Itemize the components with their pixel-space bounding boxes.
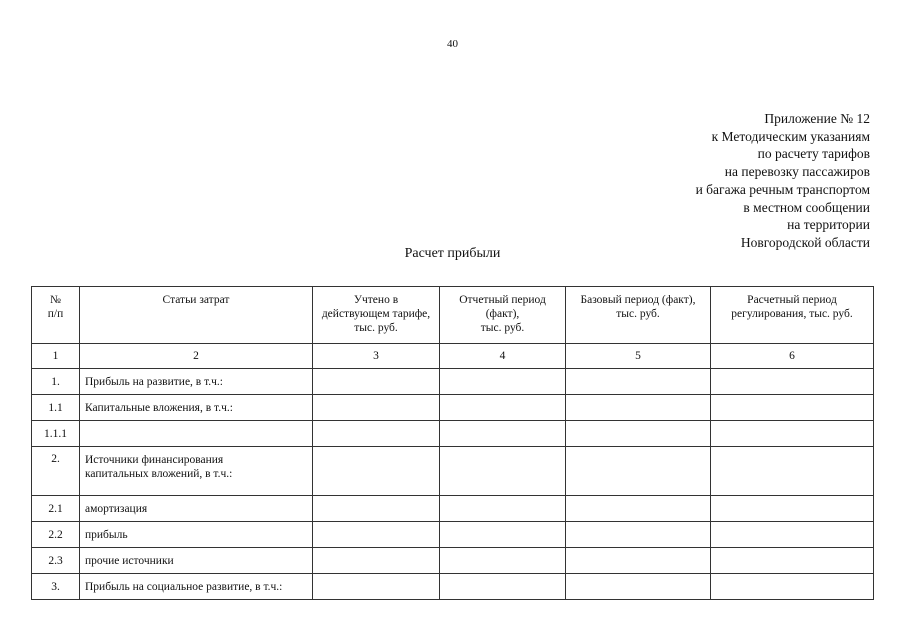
value-cell bbox=[566, 395, 711, 421]
table-header-row bbox=[32, 287, 874, 344]
value-cell bbox=[313, 421, 440, 447]
table-row bbox=[32, 548, 874, 574]
column-number: 3 bbox=[313, 344, 440, 369]
table-row bbox=[32, 395, 874, 421]
value-cell bbox=[313, 369, 440, 395]
row-item: Прибыль на социальное развитие, в т.ч.: bbox=[80, 574, 313, 600]
table-row bbox=[32, 447, 874, 496]
value-cell bbox=[440, 421, 566, 447]
row-number: 3. bbox=[32, 574, 80, 600]
appendix-line: на территории bbox=[787, 217, 870, 233]
row-item: прочие источники bbox=[80, 548, 313, 574]
value-cell bbox=[711, 496, 874, 522]
header-regulation-period: Расчетный период регулирования, тыс. руб. bbox=[711, 287, 874, 344]
value-cell bbox=[440, 369, 566, 395]
value-cell bbox=[313, 574, 440, 600]
value-cell bbox=[711, 447, 874, 496]
appendix-line: Приложение № 12 bbox=[764, 111, 870, 126]
header-number: № п/п bbox=[32, 287, 80, 344]
row-item: прибыль bbox=[80, 522, 313, 548]
value-cell bbox=[440, 574, 566, 600]
column-number: 4 bbox=[440, 344, 566, 369]
header-base-period: Базовый период (факт), тыс. руб. bbox=[566, 287, 711, 344]
value-cell bbox=[313, 548, 440, 574]
value-cell bbox=[711, 395, 874, 421]
appendix-header bbox=[696, 110, 870, 252]
row-item bbox=[80, 421, 313, 447]
header-reporting-period: Отчетный период (факт), тыс. руб. bbox=[440, 287, 566, 344]
table-row bbox=[32, 421, 874, 447]
value-cell bbox=[711, 421, 874, 447]
value-cell bbox=[440, 395, 566, 421]
value-cell bbox=[711, 574, 874, 600]
header-current-tariff: Учтено в действующем тарифе, тыс. руб. bbox=[313, 287, 440, 344]
value-cell bbox=[313, 447, 440, 496]
row-number: 2.3 bbox=[32, 548, 80, 574]
appendix-line: Новгородской области bbox=[740, 234, 870, 250]
value-cell bbox=[711, 548, 874, 574]
row-number: 2.1 bbox=[32, 496, 80, 522]
column-number-row bbox=[32, 344, 874, 369]
row-item: Капитальные вложения, в т.ч.: bbox=[80, 395, 313, 421]
header-cost-items: Статьи затрат bbox=[80, 287, 313, 344]
page-number: 40 bbox=[447, 38, 458, 50]
row-item: Источники финансирования капитальных вложений, в т.ч.: bbox=[80, 447, 313, 496]
appendix-line: в местном сообщении bbox=[743, 199, 870, 215]
table-row bbox=[32, 522, 874, 548]
row-number: 2.2 bbox=[32, 522, 80, 548]
appendix-line: по расчету тарифов bbox=[757, 146, 870, 162]
column-number: 6 bbox=[711, 344, 874, 369]
value-cell bbox=[313, 395, 440, 421]
value-cell bbox=[566, 447, 711, 496]
value-cell bbox=[440, 548, 566, 574]
appendix-line: на перевозку пассажиров bbox=[724, 164, 870, 180]
row-number: 2. bbox=[32, 447, 80, 496]
column-number: 5 bbox=[566, 344, 711, 369]
row-item: Прибыль на развитие, в т.ч.: bbox=[80, 369, 313, 395]
row-number: 1.1 bbox=[32, 395, 80, 421]
appendix-line: к Методическим указаниям bbox=[711, 128, 870, 144]
table-row bbox=[32, 369, 874, 395]
document-title: Расчет прибыли bbox=[404, 246, 501, 261]
row-number: 1.1.1 bbox=[32, 421, 80, 447]
value-cell bbox=[566, 496, 711, 522]
profit-calculation-table bbox=[31, 286, 874, 600]
value-cell bbox=[440, 522, 566, 548]
value-cell bbox=[711, 522, 874, 548]
table-row bbox=[32, 574, 874, 600]
value-cell bbox=[711, 369, 874, 395]
value-cell bbox=[566, 421, 711, 447]
value-cell bbox=[566, 522, 711, 548]
column-number: 1 bbox=[32, 344, 80, 369]
value-cell bbox=[440, 447, 566, 496]
appendix-line: и багажа речным транспортом bbox=[695, 181, 870, 197]
column-number: 2 bbox=[80, 344, 313, 369]
value-cell bbox=[440, 496, 566, 522]
value-cell bbox=[313, 496, 440, 522]
row-number: 1. bbox=[32, 369, 80, 395]
row-item: амортизация bbox=[80, 496, 313, 522]
table-row bbox=[32, 496, 874, 522]
value-cell bbox=[566, 574, 711, 600]
value-cell bbox=[566, 548, 711, 574]
value-cell bbox=[313, 522, 440, 548]
value-cell bbox=[566, 369, 711, 395]
